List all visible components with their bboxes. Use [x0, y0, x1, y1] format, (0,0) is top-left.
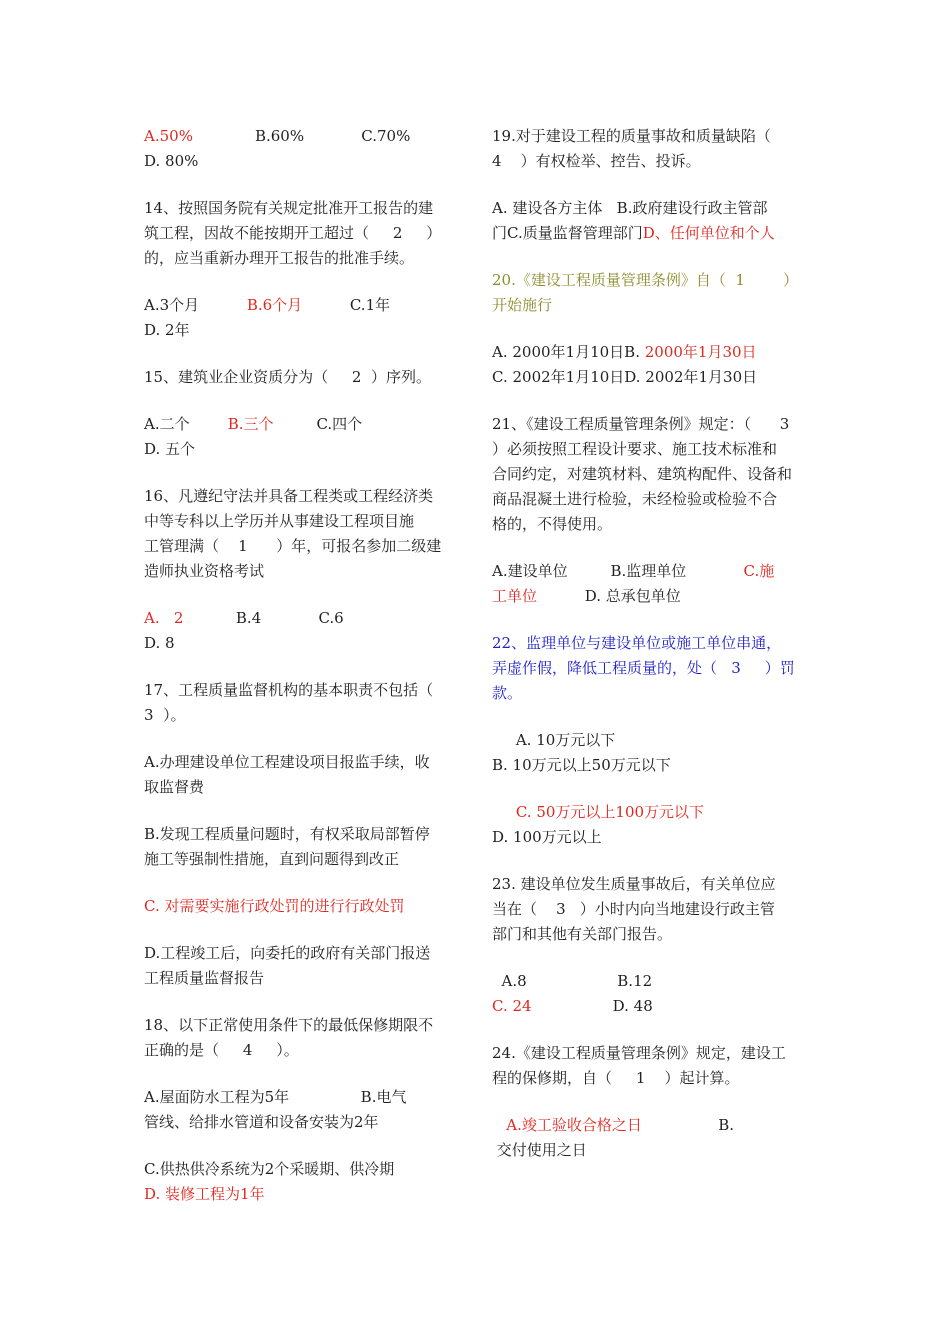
text-run: 20.《建设工程质量管理条例》自（ 1 ）	[492, 271, 799, 289]
text-run: B.三个	[227, 415, 274, 433]
text-run: D. 五个	[144, 440, 196, 458]
paragraph-gap	[144, 991, 462, 1013]
paragraph-gap	[492, 537, 808, 559]
text-run: A.建设单位 B.监理单位	[492, 562, 744, 580]
text-run: C. 2002年1月10日D. 2002年1月30日	[492, 368, 758, 386]
text-line	[492, 462, 808, 487]
text-line	[492, 1041, 808, 1066]
paragraph-gap	[492, 850, 808, 872]
text-run: 工程质量监督报告	[144, 969, 265, 987]
text-line	[492, 221, 808, 246]
text-line	[144, 678, 462, 703]
text-run: A.屋面防水工程为5年 B.电气	[144, 1088, 407, 1106]
text-line	[144, 534, 462, 559]
text-run: 18、以下正常使用条件下的最低保修期限不	[144, 1016, 434, 1034]
text-run: 正确的是（ 4 ）。	[144, 1041, 299, 1059]
text-run: D. 装修工程为1年	[144, 1185, 265, 1203]
text-run: 22、监理单位与建设单位或施工单位串通，	[492, 634, 782, 652]
text-line	[492, 631, 808, 656]
text-line	[144, 293, 462, 318]
text-run: 取监督费	[144, 778, 205, 796]
text-line	[144, 822, 462, 847]
text-run: 24.《建设工程质量管理条例》规定，建设工	[492, 1044, 786, 1062]
text-line	[492, 559, 808, 584]
text-run: D.工程竣工后，向委托的政府有关部门报送	[144, 944, 431, 962]
text-line	[144, 847, 462, 872]
text-line	[144, 559, 462, 584]
text-run: C. 对需要实施行政处罚的进行行政处罚	[144, 897, 405, 915]
text-run: A. 2	[144, 609, 184, 627]
text-line	[492, 1066, 808, 1091]
text-line	[492, 512, 808, 537]
text-line	[144, 1110, 462, 1135]
text-run: D. 80%	[144, 152, 199, 170]
text-run: A. 10万元以下	[492, 731, 616, 749]
text-run: C. 24	[492, 997, 532, 1015]
paragraph-gap	[492, 947, 808, 969]
text-line	[144, 149, 462, 174]
text-line	[144, 750, 462, 775]
text-run: A.8 B.12	[492, 972, 653, 990]
text-line	[492, 969, 808, 994]
text-line	[492, 124, 808, 149]
text-line	[144, 631, 462, 656]
text-line	[492, 149, 808, 174]
left-column	[144, 124, 462, 1207]
text-line	[144, 606, 462, 631]
text-line	[492, 897, 808, 922]
text-line	[492, 1138, 808, 1163]
paragraph-gap	[144, 1135, 462, 1157]
text-run: C.供热供冷系统为2个采暖期、供冷期	[144, 1160, 395, 1178]
paragraph-gap	[144, 174, 462, 196]
text-line	[144, 894, 462, 919]
text-run: D、任何单位和个人	[642, 224, 775, 242]
paragraph-gap	[492, 1091, 808, 1113]
text-run: 15、建筑业企业资质分为（ 2 ）序列。	[144, 368, 432, 386]
text-run: 程的保修期，自（ 1 ）起计算。	[492, 1069, 740, 1087]
text-run: 3 ）。	[144, 706, 186, 724]
paragraph-gap	[492, 1019, 808, 1041]
text-run: 商品混凝土进行检验，未经检验或检验不合	[492, 490, 778, 508]
text-line	[144, 365, 462, 390]
paragraph-gap	[492, 318, 808, 340]
text-run: 筑工程，因故不能按期开工超过（ 2 ）	[144, 224, 442, 242]
text-run: A.办理建设单位工程建设项目报监手续，收	[144, 753, 430, 771]
text-line	[492, 728, 808, 753]
text-run: 施工等强制性措施，直到问题得到改正	[144, 850, 400, 868]
text-run: B.发现工程质量问题时，有权采取局部暂停	[144, 825, 430, 843]
text-run: B.60% C.70%	[192, 127, 411, 145]
paragraph-gap	[492, 246, 808, 268]
text-line	[492, 412, 808, 437]
text-run: 21、《建设工程质量管理条例》规定：（ 3	[492, 415, 790, 433]
text-run: B.6个月	[246, 296, 303, 314]
text-run: D. 8	[144, 634, 175, 652]
text-run: 2000年1月30日	[644, 343, 757, 361]
text-line	[144, 437, 462, 462]
paragraph-gap	[144, 728, 462, 750]
text-run: 开始施行	[492, 296, 553, 314]
text-line	[144, 1085, 462, 1110]
paragraph-gap	[144, 462, 462, 484]
paragraph-gap	[144, 584, 462, 606]
text-line	[492, 365, 808, 390]
text-run: 17、工程质量监督机构的基本职责不包括（	[144, 681, 434, 699]
paragraph-gap	[492, 174, 808, 196]
text-run: A.50%	[144, 127, 193, 145]
right-column	[492, 124, 808, 1163]
text-line	[492, 872, 808, 897]
text-run: B.	[641, 1116, 734, 1134]
text-line	[492, 800, 808, 825]
text-run: 门C.质量监督管理部门	[492, 224, 643, 242]
text-run: 4 ）有权检举、控告、投诉。	[492, 152, 701, 170]
paragraph-gap	[492, 609, 808, 631]
text-run: 工管理满（ 1 ）年，可报名参加二级建	[144, 537, 442, 555]
text-line	[144, 484, 462, 509]
text-run: 16、凡遵纪守法并具备工程类或工程经济类	[144, 487, 434, 505]
text-line	[144, 196, 462, 221]
text-run: C. 50万元以上100万元以下	[492, 803, 705, 821]
text-run: 弄虚作假，降低工程质量的，处（ 3 ）罚	[492, 659, 795, 677]
text-run: 的，应当重新办理开工报告的批准手续。	[144, 249, 415, 267]
text-line	[144, 1182, 462, 1207]
text-line	[144, 318, 462, 343]
text-line	[492, 340, 808, 365]
text-line	[144, 1038, 462, 1063]
paragraph-gap	[144, 656, 462, 678]
text-line	[492, 268, 808, 293]
text-line	[144, 703, 462, 728]
text-run: 部门和其他有关部门报告。	[492, 925, 673, 943]
text-run: 工单位	[492, 587, 538, 605]
paragraph-gap	[492, 390, 808, 412]
text-line	[492, 994, 808, 1019]
paragraph-gap	[144, 271, 462, 293]
paragraph-gap	[144, 872, 462, 894]
text-run: A.3个月	[144, 296, 247, 314]
text-line	[492, 753, 808, 778]
text-run: A. 建设各方主体 B.政府建设行政主管部	[492, 199, 768, 217]
text-line	[144, 124, 462, 149]
text-line	[144, 966, 462, 991]
text-line	[492, 1113, 808, 1138]
text-run: A.竣工验收合格之日	[492, 1116, 642, 1134]
text-run: 14、按照国务院有关规定批准开工报告的建	[144, 199, 434, 217]
text-run: 19.对于建设工程的质量事故和质量缺陷（	[492, 127, 771, 145]
text-line	[492, 681, 808, 706]
text-run: B.4 C.6	[183, 609, 344, 627]
text-run: C.四个	[273, 415, 363, 433]
text-line	[144, 221, 462, 246]
paragraph-gap	[492, 778, 808, 800]
text-line	[492, 584, 808, 609]
text-run: C.施	[743, 562, 775, 580]
paragraph-gap	[144, 919, 462, 941]
text-line	[144, 775, 462, 800]
text-line	[492, 922, 808, 947]
text-run: 款。	[492, 684, 523, 702]
text-run: ）必须按照工程设计要求、施工技术标准和	[492, 440, 778, 458]
text-line	[144, 412, 462, 437]
text-line	[492, 487, 808, 512]
text-run: D. 2年	[144, 321, 190, 339]
text-run: 管线、给排水管道和设备安装为2年	[144, 1113, 379, 1131]
paragraph-gap	[144, 390, 462, 412]
text-run: C.1年	[302, 296, 391, 314]
text-line	[492, 825, 808, 850]
text-line	[144, 941, 462, 966]
text-run: B. 10万元以上50万元以下	[492, 756, 671, 774]
text-line	[144, 246, 462, 271]
text-line	[492, 293, 808, 318]
text-run: A.二个	[144, 415, 228, 433]
text-run: 交付使用之日	[492, 1141, 587, 1159]
text-run: 23. 建设单位发生质量事故后，有关单位应	[492, 875, 776, 893]
text-line	[492, 196, 808, 221]
text-run: D. 总承包单位	[537, 587, 681, 605]
text-line	[144, 1013, 462, 1038]
text-run: 合同约定，对建筑材料、建筑构配件、设备和	[492, 465, 793, 483]
text-run: 格的，不得使用。	[492, 515, 613, 533]
paragraph-gap	[144, 1063, 462, 1085]
text-run: D. 100万元以上	[492, 828, 602, 846]
paragraph-gap	[144, 343, 462, 365]
text-run: 造师执业资格考试	[144, 562, 265, 580]
text-line	[144, 1157, 462, 1182]
text-run: D. 48	[531, 997, 653, 1015]
text-run: A. 2000年1月10日B.	[492, 343, 645, 361]
text-line	[492, 656, 808, 681]
text-line	[144, 509, 462, 534]
paragraph-gap	[144, 800, 462, 822]
text-run: 当在（ 3 ）小时内向当地建设行政主管	[492, 900, 775, 918]
paragraph-gap	[492, 706, 808, 728]
text-line	[492, 437, 808, 462]
text-run: 中等专科以上学历并从事建设工程项目施	[144, 512, 415, 530]
